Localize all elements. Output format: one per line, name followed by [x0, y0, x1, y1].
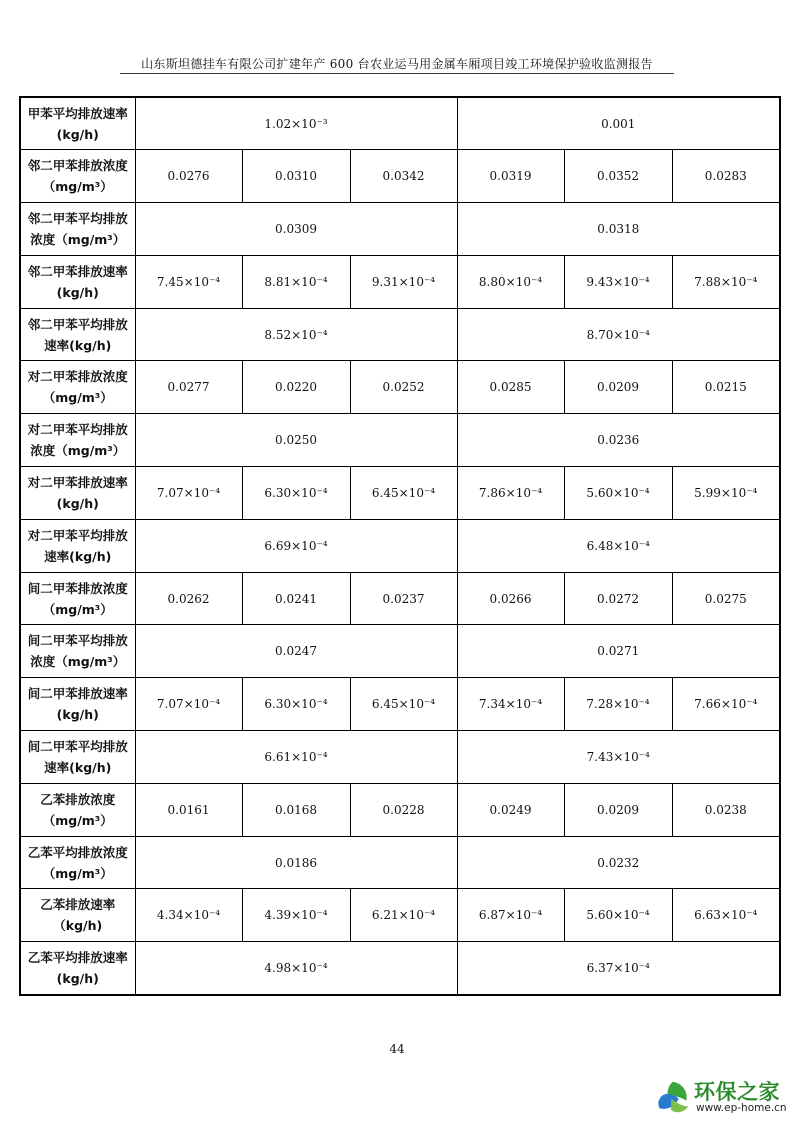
value-cell: 0.0161 [135, 783, 242, 836]
table-row [20, 308, 780, 361]
row-label: 邻二甲苯排放速率(kg/h) [20, 255, 135, 308]
value-cell: 6.45×10⁻⁴ [350, 467, 457, 520]
value-cell: 0.0252 [350, 361, 457, 414]
table-row [20, 203, 780, 256]
table-row [20, 783, 780, 836]
value-cell: 0.0241 [242, 572, 350, 625]
table-row [20, 889, 780, 942]
average-value-cell: 8.52×10⁻⁴ [135, 308, 457, 361]
average-value-cell: 0.0236 [457, 414, 780, 467]
table-row [20, 519, 780, 572]
value-cell: 0.0276 [135, 150, 242, 203]
value-cell: 9.43×10⁻⁴ [564, 255, 672, 308]
average-value-cell: 6.69×10⁻⁴ [135, 519, 457, 572]
value-cell: 0.0238 [672, 783, 780, 836]
value-cell: 6.30×10⁻⁴ [242, 678, 350, 731]
row-label: 乙苯排放速率（kg/h) [20, 889, 135, 942]
table-row [20, 414, 780, 467]
average-value-cell: 8.70×10⁻⁴ [457, 308, 780, 361]
value-cell: 6.63×10⁻⁴ [672, 889, 780, 942]
row-label: 乙苯平均排放速率(kg/h) [20, 942, 135, 995]
average-value-cell: 0.001 [457, 97, 780, 150]
average-value-cell: 6.48×10⁻⁴ [457, 519, 780, 572]
table-row [20, 731, 780, 784]
watermark-name: 环保之家 [694, 1080, 780, 1104]
value-cell: 0.0285 [457, 361, 564, 414]
value-cell: 0.0310 [242, 150, 350, 203]
value-cell: 7.34×10⁻⁴ [457, 678, 564, 731]
value-cell: 4.34×10⁻⁴ [135, 889, 242, 942]
row-label: 邻二甲苯平均排放浓度（mg/m³） [20, 203, 135, 256]
row-label: 对二甲苯排放浓度（mg/m³） [20, 361, 135, 414]
watermark-url: www.ep-home.cn [696, 1102, 787, 1114]
average-value-cell: 1.02×10⁻³ [135, 97, 457, 150]
value-cell: 4.39×10⁻⁴ [242, 889, 350, 942]
row-label: 对二甲苯平均排放浓度（mg/m³） [20, 414, 135, 467]
row-label: 对二甲苯平均排放速率(kg/h) [20, 519, 135, 572]
average-value-cell: 6.61×10⁻⁴ [135, 731, 457, 784]
average-value-cell: 4.98×10⁻⁴ [135, 942, 457, 995]
value-cell: 6.21×10⁻⁴ [350, 889, 457, 942]
watermark-logo [652, 1076, 792, 1118]
value-cell: 8.80×10⁻⁴ [457, 255, 564, 308]
value-cell: 7.86×10⁻⁴ [457, 467, 564, 520]
page-number: 44 [389, 1042, 405, 1056]
table-row [20, 150, 780, 203]
table-row [20, 625, 780, 678]
table-row [20, 467, 780, 520]
row-label: 间二甲苯排放速率(kg/h) [20, 678, 135, 731]
value-cell: 0.0272 [564, 572, 672, 625]
row-label: 甲苯平均排放速率(kg/h) [20, 97, 135, 150]
value-cell: 7.07×10⁻⁴ [135, 678, 242, 731]
row-label: 乙苯平均排放浓度（mg/m³） [20, 836, 135, 889]
table-row [20, 255, 780, 308]
table-row [20, 572, 780, 625]
average-value-cell: 0.0318 [457, 203, 780, 256]
average-value-cell: 0.0309 [135, 203, 457, 256]
leaf-logo-icon [654, 1078, 692, 1116]
average-value-cell: 7.43×10⁻⁴ [457, 731, 780, 784]
value-cell: 0.0342 [350, 150, 457, 203]
value-cell: 5.60×10⁻⁴ [564, 467, 672, 520]
table-row [20, 942, 780, 995]
row-label: 对二甲苯排放速率(kg/h) [20, 467, 135, 520]
emission-data-table [19, 96, 781, 996]
page-header: 山东斯坦德挂车有限公司扩建年产 600 台农业运马用金属车厢项目竣工环境保护验收监测报告 [141, 57, 653, 71]
value-cell: 6.30×10⁻⁴ [242, 467, 350, 520]
table-row [20, 97, 780, 150]
value-cell: 7.88×10⁻⁴ [672, 255, 780, 308]
value-cell: 0.0249 [457, 783, 564, 836]
table-row [20, 361, 780, 414]
value-cell: 0.0283 [672, 150, 780, 203]
table-row [20, 836, 780, 889]
value-cell: 7.45×10⁻⁴ [135, 255, 242, 308]
value-cell: 5.60×10⁻⁴ [564, 889, 672, 942]
average-value-cell: 0.0250 [135, 414, 457, 467]
row-label: 邻二甲苯平均排放速率(kg/h) [20, 308, 135, 361]
value-cell: 7.07×10⁻⁴ [135, 467, 242, 520]
average-value-cell: 0.0247 [135, 625, 457, 678]
row-label: 乙苯排放浓度（mg/m³） [20, 783, 135, 836]
average-value-cell: 6.37×10⁻⁴ [457, 942, 780, 995]
value-cell: 0.0275 [672, 572, 780, 625]
value-cell: 0.0277 [135, 361, 242, 414]
value-cell: 0.0237 [350, 572, 457, 625]
row-label: 间二甲苯平均排放浓度（mg/m³） [20, 625, 135, 678]
value-cell: 0.0220 [242, 361, 350, 414]
value-cell: 5.99×10⁻⁴ [672, 467, 780, 520]
value-cell: 6.87×10⁻⁴ [457, 889, 564, 942]
value-cell: 9.31×10⁻⁴ [350, 255, 457, 308]
value-cell: 0.0266 [457, 572, 564, 625]
row-label: 邻二甲苯排放浓度（mg/m³） [20, 150, 135, 203]
average-value-cell: 0.0232 [457, 836, 780, 889]
value-cell: 0.0352 [564, 150, 672, 203]
value-cell: 0.0262 [135, 572, 242, 625]
table-row [20, 678, 780, 731]
value-cell: 0.0209 [564, 361, 672, 414]
value-cell: 7.66×10⁻⁴ [672, 678, 780, 731]
average-value-cell: 0.0186 [135, 836, 457, 889]
value-cell: 8.81×10⁻⁴ [242, 255, 350, 308]
value-cell: 0.0319 [457, 150, 564, 203]
average-value-cell: 0.0271 [457, 625, 780, 678]
value-cell: 0.0168 [242, 783, 350, 836]
row-label: 间二甲苯平均排放速率(kg/h) [20, 731, 135, 784]
value-cell: 7.28×10⁻⁴ [564, 678, 672, 731]
value-cell: 0.0228 [350, 783, 457, 836]
value-cell: 6.45×10⁻⁴ [350, 678, 457, 731]
value-cell: 0.0209 [564, 783, 672, 836]
header-rule [120, 73, 674, 74]
row-label: 间二甲苯排放浓度（mg/m³） [20, 572, 135, 625]
value-cell: 0.0215 [672, 361, 780, 414]
